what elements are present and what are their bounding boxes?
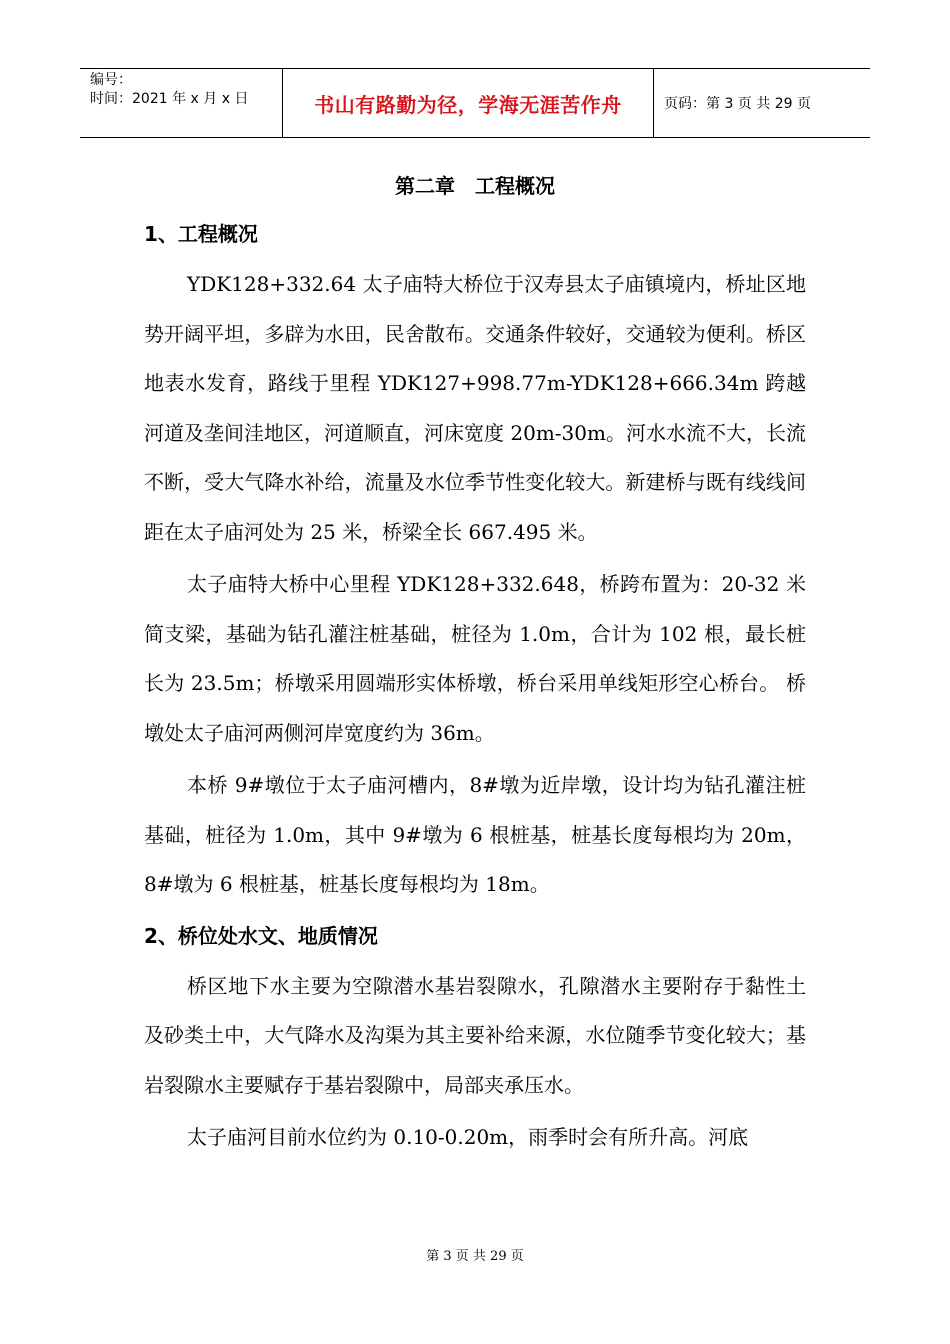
page-header <box>80 68 870 138</box>
section-title-1: 1、工程概况 <box>144 222 258 246</box>
section-2-paragraph-1: 桥区地下水主要为空隙潜水基岩裂隙水，孔隙潜水主要附存于黏性土及砂类土中，大气降水及沟渠为其主要补给来源，水位随季节变化较大；基岩裂隙水主要赋存于基岩裂隙中，局部夹承压水。 <box>144 973 806 1097</box>
section-1-paragraph-3: 本桥 9#墩位于太子庙河槽内，8#墩为近岸墩，设计均为钻孔灌注桩基础，桩径为 1.0m，其中 9#墩为 6 根桩基，桩基长度每根均为 20m，8#墩为 6 根桩基，桩基长度每根均为 18m。 <box>144 773 806 896</box>
chapter-title: 第二章 工程概况 <box>395 174 555 198</box>
document-date: 时间：2021 年 x 月 x 日 <box>90 91 249 107</box>
header-page-info: 页码：第 3 页 共 29 页 <box>664 96 811 112</box>
section-title-2: 2、桥位处水文、地质情况 <box>144 923 378 948</box>
section-1-paragraph-2: 太子庙特大桥中心里程 YDK128+332.648，桥跨布置为：20-32 米简支梁，基础为钻孔灌注桩基础，桩径为 1.0m，合计为 102 根，最长桩长为 23.5m；桥墩采用圆端形实体桥墩，桥台采用单线矩形空心桥台。 桥墩处太子庙河两侧河岸宽度约为 36m。 <box>144 572 806 745</box>
header-motto: 书山有路勤为径，学海无涯苦作舟 <box>282 69 654 137</box>
document-body <box>144 160 806 1163</box>
section-2-paragraph-2: 太子庙河目前水位约为 0.10-0.20m，雨季时会有所升高。河底 <box>187 1125 749 1149</box>
page-footer: 第 3 页 共 29 页 <box>426 1249 524 1264</box>
section-1-paragraph-1: YDK128+332.64 太子庙特大桥位于汉寿县太子庙镇境内，桥址区地势开阔平坦，多辟为水田，民舍散布。交通条件较好，交通较为便利。桥区地表水发育，路线于里程 YDK127+998.77m-YDK128+666.34m 跨越河道及垄间洼地区，河道顺直，河床宽度 20m-30m。河水水流不大，长流不断，受大气降水补给，流量及水位季节性变化较大。新建桥与既有线线间距在太子庙河处为 25 米，桥梁全长 667.495 米。 <box>144 272 806 544</box>
header-meta <box>80 69 282 137</box>
document-number-label: 编号： <box>90 72 132 88</box>
